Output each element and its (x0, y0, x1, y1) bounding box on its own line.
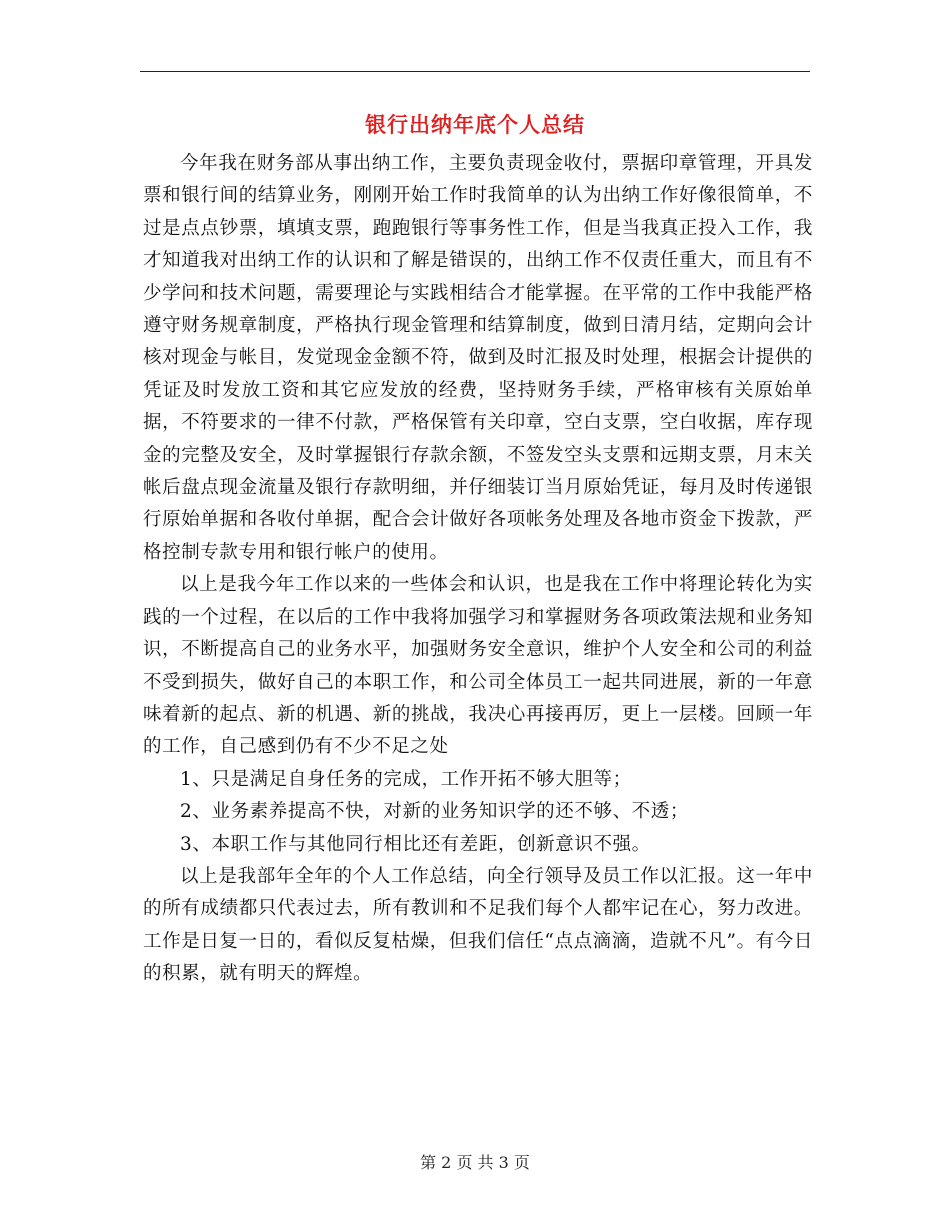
paragraph-reflection: 以上是我今年工作以来的一些体会和认识，也是我在工作中将理论转化为实践的一个过程，在以后的工作中我将加强学习和掌握财务各项政策法规和业务知识，不断提高自己的业务水平，加强财务安全意识，维护个人安全和公司的利益不受到损失，做好自己的本职工作，和公司全体员工一起共同进展，新的一年意味着新的起点、新的机遇、新的挑战，我决心再接再厉，更上一层楼。回顾一年的工作，自己感到仍有不少不足之处 (143, 574, 813, 758)
paragraph-work-duties: 今年我在财务部从事出纳工作，主要负责现金收付，票据印章管理，开具发票和银行间的结算业务，刚刚开始工作时我简单的认为出纳工作好像很简单，不过是点点钞票，填填支票，跑跑银行等事务性工作，但是当我真正投入工作，我才知道我对出纳工作的认识和了解是错误的，出纳工作不仅责任重大，而且有不少学问和技术问题，需要理论与实践相结合才能掌握。在平常的工作中我能严格遵守财务规章制度，严格执行现金管理和结算制度，做到日清月结，定期向会计核对现金与帐目，发觉现金金额不符，做到及时汇报及时处理，根据会计提供的凭证及时发放工资和其它应发放的经费，坚持财务手续，严格审核有关原始单据，不符要求的一律不付款，严格保管有关印章，空白支票，空白收据，库存现金的完整及安全，及时掌握银行存款余额，不签发空头支票和远期支票，月末关帐后盘点现金流量及银行存款明细，并仔细装订当月原始凭证，每月及时传递银行原始单据和各收付单据，配合会计做好各项帐务处理及各地市资金下拨款，严格控制专款专用和银行帐户的使用。 (143, 153, 813, 563)
document-body (143, 148, 813, 991)
paragraph-conclusion: 以上是我部年全年的个人工作总结，向全行领导及员工作以汇报。这一年中的所有成绩都只代表过去，所有教训和不足我们每个人都牢记在心，努力改进。工作是日复一日的，看似反复枯燥，但我们信任“点点滴滴，造就不凡”。有今日的积累，就有明天的辉煌。 (143, 865, 813, 985)
page-number: 第 2 页 共 3 页 (420, 1153, 530, 1172)
list-item-shortcoming-2: 2、业务素养提高不快，对新的业务知识学的还不够、不透； (180, 801, 689, 823)
list-item-shortcoming-1: 1、只是满足自身任务的完成，工作开拓不够大胆等； (180, 768, 632, 790)
list-item-shortcoming-3: 3、本职工作与其他同行相比还有差距，创新意识不强。 (180, 833, 651, 855)
header-rule (140, 71, 810, 72)
document-title: 银行出纳年底个人总结 (365, 112, 585, 137)
